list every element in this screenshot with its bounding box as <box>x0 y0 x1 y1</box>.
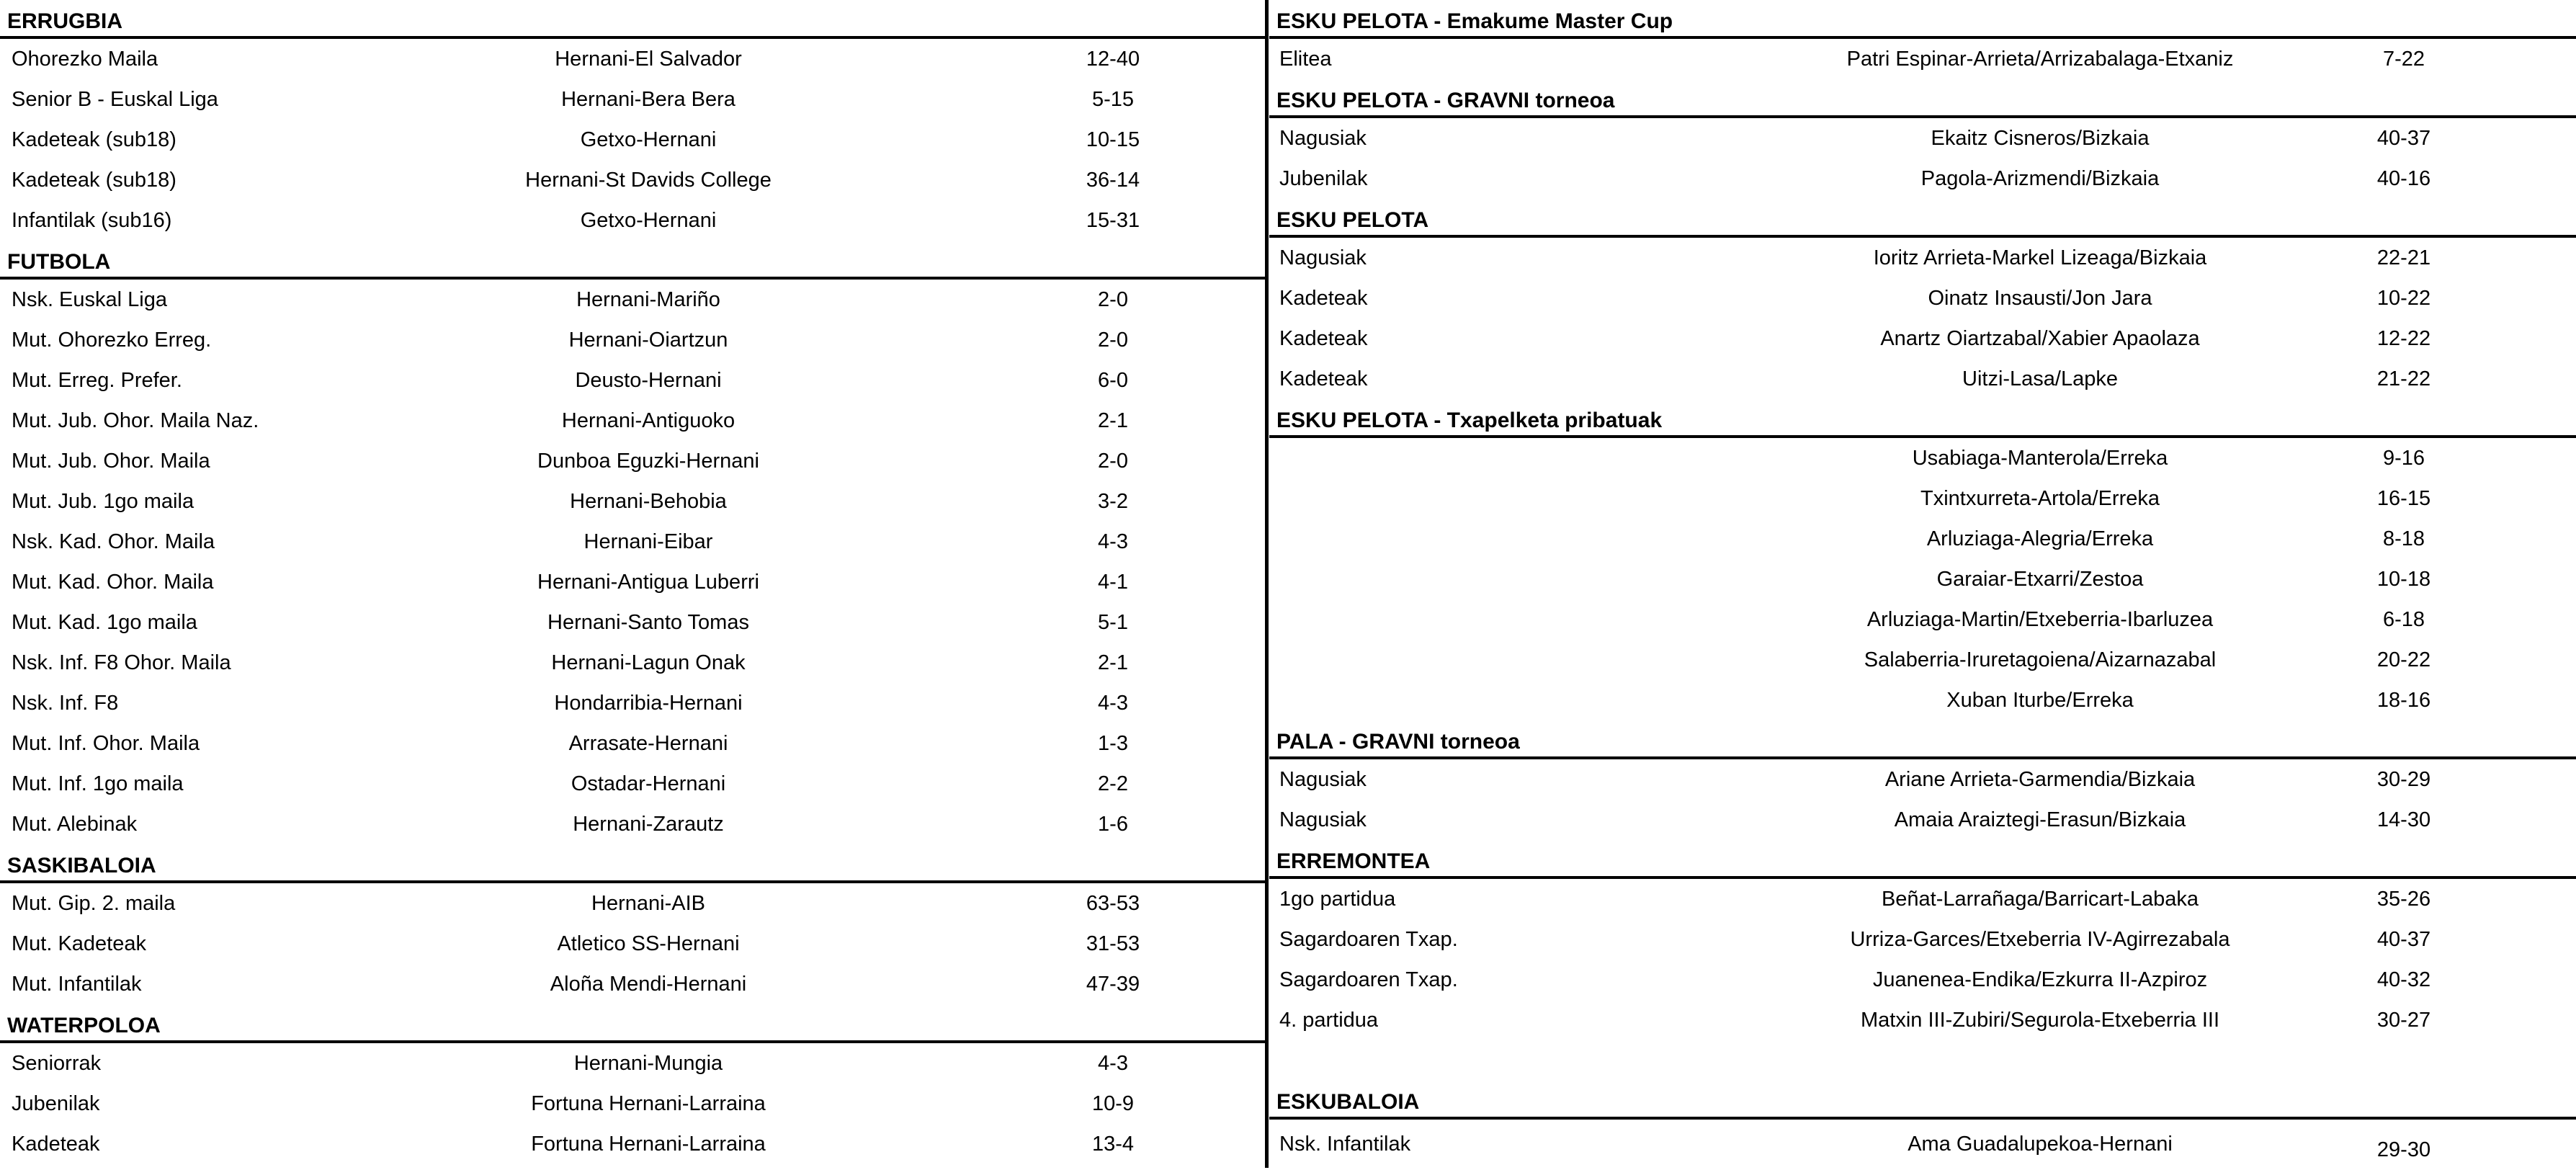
result-row <box>0 723 1268 764</box>
result-row <box>0 401 1268 441</box>
result-row <box>0 1124 1268 1164</box>
score-cell: 21-22 <box>2376 367 2431 390</box>
match-cell: Hernani-Mungia <box>573 1052 723 1075</box>
score-cell: 7-22 <box>2382 48 2425 71</box>
category-cell: Nsk. Infantilak <box>1279 1133 1411 1156</box>
category-cell: Kadeteak (sub18) <box>12 128 176 151</box>
score-cell: 4-3 <box>1098 530 1128 553</box>
category-cell: Nsk. Kad. Ohor. Maila <box>12 530 215 553</box>
result-row <box>1269 800 2576 840</box>
result-row <box>0 200 1268 241</box>
section-spacer <box>1269 1040 2576 1081</box>
right-column <box>1269 0 2576 1160</box>
result-row <box>1269 359 2576 399</box>
score-cell: 30-27 <box>2376 1009 2431 1032</box>
score-cell: 6-18 <box>2382 608 2425 631</box>
section-header-esku-pelota-gravni-torneoa: ESKU PELOTA - GRAVNI torneoa <box>1269 79 2576 118</box>
match-cell: Pagola-Arizmendi/Bizkaia <box>1920 167 2160 190</box>
match-cell: Amaia Araiztegi-Erasun/Bizkaia <box>1894 808 2186 831</box>
result-row <box>1269 1000 2576 1040</box>
match-cell: Arrasate-Hernani <box>568 732 728 755</box>
result-row <box>1269 519 2576 559</box>
result-row <box>0 964 1268 1004</box>
match-cell: Ama Guadalupekoa-Hernani <box>1908 1133 2173 1156</box>
result-row <box>1269 640 2576 680</box>
match-cell: Hernani-Santo Tomas <box>547 611 749 634</box>
match-cell: Arluziaga-Alegria/Erreka <box>1926 527 2154 550</box>
result-row <box>1269 559 2576 599</box>
category-cell: Mut. Jub. Ohor. Maila Naz. <box>12 409 259 432</box>
result-row <box>0 481 1268 522</box>
score-cell: 6-0 <box>1098 369 1128 392</box>
category-cell: Mut. Kadeteak <box>12 932 146 955</box>
category-cell: Jubenilak <box>1279 167 1368 190</box>
match-cell: Txintxurreta-Artola/Erreka <box>1920 487 2160 510</box>
match-cell: Usabiaga-Manterola/Erreka <box>1912 447 2168 470</box>
result-row <box>0 764 1268 804</box>
match-cell: Hernani-AIB <box>591 892 705 915</box>
match-cell: Getxo-Hernani <box>580 209 717 232</box>
score-cell: 13-4 <box>1091 1133 1135 1156</box>
score-cell: 14-30 <box>2376 808 2431 831</box>
result-row <box>0 602 1268 643</box>
score-cell: 4-1 <box>1098 571 1128 594</box>
score-cell: 4-3 <box>1098 1052 1128 1075</box>
match-cell: Salaberria-Iruretagoiena/Aizarnazabal <box>1864 648 2217 671</box>
category-cell: Kadeteak <box>1279 367 1368 390</box>
section-header-esku-pelota-emakume-master-cup: ESKU PELOTA - Emakume Master Cup <box>1269 0 2576 39</box>
score-cell: 12-40 <box>1086 48 1140 71</box>
result-row <box>0 643 1268 683</box>
score-cell: 9-16 <box>2382 447 2425 470</box>
result-row <box>0 79 1268 120</box>
score-cell: 31-53 <box>1086 932 1140 955</box>
score-cell: 2-0 <box>1098 450 1128 473</box>
score-cell: 18-16 <box>2376 689 2431 712</box>
match-cell: Ostadar-Hernani <box>571 772 726 795</box>
result-row <box>0 320 1268 360</box>
category-cell: Sagardoaren Txap. <box>1279 968 1458 991</box>
score-cell: 47-39 <box>1086 973 1140 996</box>
match-cell: Hernani-El Salvador <box>555 48 742 71</box>
score-cell: 2-0 <box>1098 329 1128 352</box>
category-cell: Ohorezko Maila <box>12 48 158 71</box>
section-header-errugbia: ERRUGBIA <box>0 0 1268 39</box>
category-cell: Kadeteak <box>1279 327 1368 350</box>
match-cell: Ioritz Arrieta-Markel Lizeaga/Bizkaia <box>1873 246 2207 269</box>
score-cell: 35-26 <box>2376 888 2431 911</box>
result-row <box>0 924 1268 964</box>
category-cell: Nagusiak <box>1279 127 1367 150</box>
match-cell: Fortuna Hernani-Larraina <box>531 1133 766 1156</box>
result-row <box>1269 680 2576 720</box>
result-row <box>0 883 1268 924</box>
match-cell: Hernani-Antigua Luberri <box>537 571 759 594</box>
category-cell: Mut. Kad. Ohor. Maila <box>12 571 214 594</box>
result-row <box>1269 960 2576 1000</box>
score-cell: 36-14 <box>1086 169 1140 192</box>
score-cell: 40-37 <box>2376 928 2431 951</box>
section-header-eskubaloia: ESKUBALOIA <box>1269 1081 2576 1120</box>
match-cell: Anartz Oiartzabal/Xabier Apaolaza <box>1880 327 2200 350</box>
match-cell: Hernani-Bera Bera <box>561 88 735 111</box>
score-cell: 20-22 <box>2376 648 2431 671</box>
match-cell: Hernani-Oiartzun <box>568 329 728 352</box>
score-cell: 10-15 <box>1086 128 1140 151</box>
section-header-saskibaloia: SASKIBALOIA <box>0 844 1268 883</box>
score-cell: 16-15 <box>2376 487 2431 510</box>
score-cell: 5-1 <box>1098 611 1128 634</box>
section-header-esku-pelota: ESKU PELOTA <box>1269 199 2576 238</box>
section-header-pala-gravni-torneoa: PALA - GRAVNI torneoa <box>1269 720 2576 759</box>
score-cell: 2-1 <box>1098 409 1128 432</box>
category-cell: Sagardoaren Txap. <box>1279 928 1458 951</box>
section-header-futbola: FUTBOLA <box>0 241 1268 280</box>
match-cell: Hondarribia-Hernani <box>554 692 743 715</box>
category-cell: Mut. Inf. 1go maila <box>12 772 184 795</box>
score-cell: 15-31 <box>1086 209 1140 232</box>
score-cell: 1-3 <box>1098 732 1128 755</box>
category-cell: Kadeteak (sub18) <box>12 169 176 192</box>
category-cell: Nagusiak <box>1279 246 1367 269</box>
result-row <box>0 280 1268 320</box>
match-cell: Juanenea-Endika/Ezkurra II-Azpiroz <box>1872 968 2208 991</box>
score-cell: 12-22 <box>2376 327 2431 350</box>
match-cell: Getxo-Hernani <box>580 128 717 151</box>
match-cell: Hernani-Mariño <box>576 288 720 311</box>
category-cell: Mut. Ohorezko Erreg. <box>12 329 212 352</box>
match-cell: Beñat-Larrañaga/Barricart-Labaka <box>1881 888 2199 911</box>
result-row <box>1269 919 2576 960</box>
category-cell: Infantilak (sub16) <box>12 209 172 232</box>
category-cell: Nagusiak <box>1279 808 1367 831</box>
score-cell: 22-21 <box>2376 246 2431 269</box>
category-cell: Mut. Inf. Ohor. Maila <box>12 732 200 755</box>
match-cell: Uitzi-Lasa/Lapke <box>1962 367 2118 390</box>
result-row <box>0 562 1268 602</box>
category-cell: Nsk. Inf. F8 <box>12 692 119 715</box>
category-cell: Mut. Infantilak <box>12 973 142 996</box>
score-cell: 5-15 <box>1091 88 1135 111</box>
match-cell: Fortuna Hernani-Larraina <box>531 1092 766 1115</box>
match-cell: Garaiar-Etxarri/Zestoa <box>1936 568 2144 591</box>
match-cell: Hernani-Lagun Onak <box>551 651 746 674</box>
score-cell: 29-30 <box>2376 1138 2431 1161</box>
result-row <box>1269 118 2576 158</box>
match-cell: Ariane Arrieta-Garmendia/Bizkaia <box>1884 768 2196 791</box>
category-cell: Mut. Gip. 2. maila <box>12 892 176 915</box>
category-cell: Seniorrak <box>12 1052 102 1075</box>
result-row <box>1269 1120 2576 1160</box>
score-cell: 10-9 <box>1091 1092 1135 1115</box>
left-column <box>0 0 1268 1164</box>
score-cell: 8-18 <box>2382 527 2425 550</box>
result-row <box>0 39 1268 79</box>
score-cell: 40-32 <box>2376 968 2431 991</box>
category-cell: Mut. Kad. 1go maila <box>12 611 197 634</box>
result-row <box>0 160 1268 200</box>
category-cell: Kadeteak <box>12 1133 100 1156</box>
score-cell: 10-18 <box>2376 568 2431 591</box>
section-header-esku-pelota-txapelketa-pribatuak: ESKU PELOTA - Txapelketa pribatuak <box>1269 399 2576 438</box>
score-cell: 40-37 <box>2376 127 2431 150</box>
score-cell: 30-29 <box>2376 768 2431 791</box>
column-divider <box>1265 0 1269 1168</box>
category-cell: Senior B - Euskal Liga <box>12 88 218 111</box>
match-cell: Hernani-Eibar <box>583 530 713 553</box>
score-cell: 1-6 <box>1098 813 1128 836</box>
result-row <box>1269 478 2576 519</box>
result-row <box>0 683 1268 723</box>
match-cell: Hernani-Behobia <box>570 490 727 513</box>
score-cell: 3-2 <box>1098 490 1128 513</box>
match-cell: Ekaitz Cisneros/Bizkaia <box>1931 127 2150 150</box>
match-cell: Matxin III-Zubiri/Segurola-Etxeberria III <box>1860 1009 2220 1032</box>
category-cell: Nagusiak <box>1279 768 1367 791</box>
score-cell: 4-3 <box>1098 692 1128 715</box>
section-header-waterpoloa: WATERPOLOA <box>0 1004 1268 1043</box>
result-row <box>1269 879 2576 919</box>
result-row <box>1269 599 2576 640</box>
category-cell: Mut. Jub. Ohor. Maila <box>12 450 210 473</box>
score-cell: 2-0 <box>1098 288 1128 311</box>
result-row <box>1269 438 2576 478</box>
match-cell: Oinatz Insausti/Jon Jara <box>1928 287 2152 310</box>
category-cell: Kadeteak <box>1279 287 1368 310</box>
result-row <box>1269 759 2576 800</box>
match-cell: Arluziaga-Martin/Etxeberria-Ibarluzea <box>1866 608 2214 631</box>
category-cell: Nsk. Euskal Liga <box>12 288 167 311</box>
category-cell: 1go partidua <box>1279 888 1396 911</box>
result-row <box>1269 158 2576 199</box>
score-cell: 10-22 <box>2376 287 2431 310</box>
category-cell: Jubenilak <box>12 1092 100 1115</box>
result-row <box>1269 39 2576 79</box>
result-row <box>0 522 1268 562</box>
score-cell: 63-53 <box>1086 892 1140 915</box>
result-row <box>0 1084 1268 1124</box>
result-row <box>1269 278 2576 318</box>
match-cell: Hernani-Antiguoko <box>561 409 735 432</box>
match-cell: Dunboa Eguzki-Hernani <box>537 450 759 473</box>
match-cell: Patri Espinar-Arrieta/Arrizabalaga-Etxaniz <box>1846 48 2234 71</box>
result-row <box>0 120 1268 160</box>
result-row <box>0 1043 1268 1084</box>
section-header-erremontea: ERREMONTEA <box>1269 840 2576 879</box>
match-cell: Xuban Iturbe/Erreka <box>1946 689 2134 712</box>
match-cell: Deusto-Hernani <box>575 369 722 392</box>
result-row <box>0 360 1268 401</box>
category-cell: Mut. Jub. 1go maila <box>12 490 194 513</box>
match-cell: Hernani-St Davids College <box>525 169 772 192</box>
score-cell: 2-1 <box>1098 651 1128 674</box>
result-row <box>1269 318 2576 359</box>
result-row <box>0 441 1268 481</box>
category-cell: 4. partidua <box>1279 1009 1379 1032</box>
category-cell: Nsk. Inf. F8 Ohor. Maila <box>12 651 231 674</box>
category-cell: Elitea <box>1279 48 1332 71</box>
category-cell: Mut. Erreg. Prefer. <box>12 369 182 392</box>
score-cell: 2-2 <box>1098 772 1128 795</box>
category-cell: Mut. Alebinak <box>12 813 138 836</box>
match-cell: Urriza-Garces/Etxeberria IV-Agirrezabala <box>1850 928 2230 951</box>
result-row <box>1269 238 2576 278</box>
match-cell: Hernani-Zarautz <box>573 813 724 836</box>
score-cell: 40-16 <box>2376 167 2431 190</box>
match-cell: Aloña Mendi-Hernani <box>550 973 747 996</box>
result-row <box>0 804 1268 844</box>
match-cell: Atletico SS-Hernani <box>557 932 740 955</box>
